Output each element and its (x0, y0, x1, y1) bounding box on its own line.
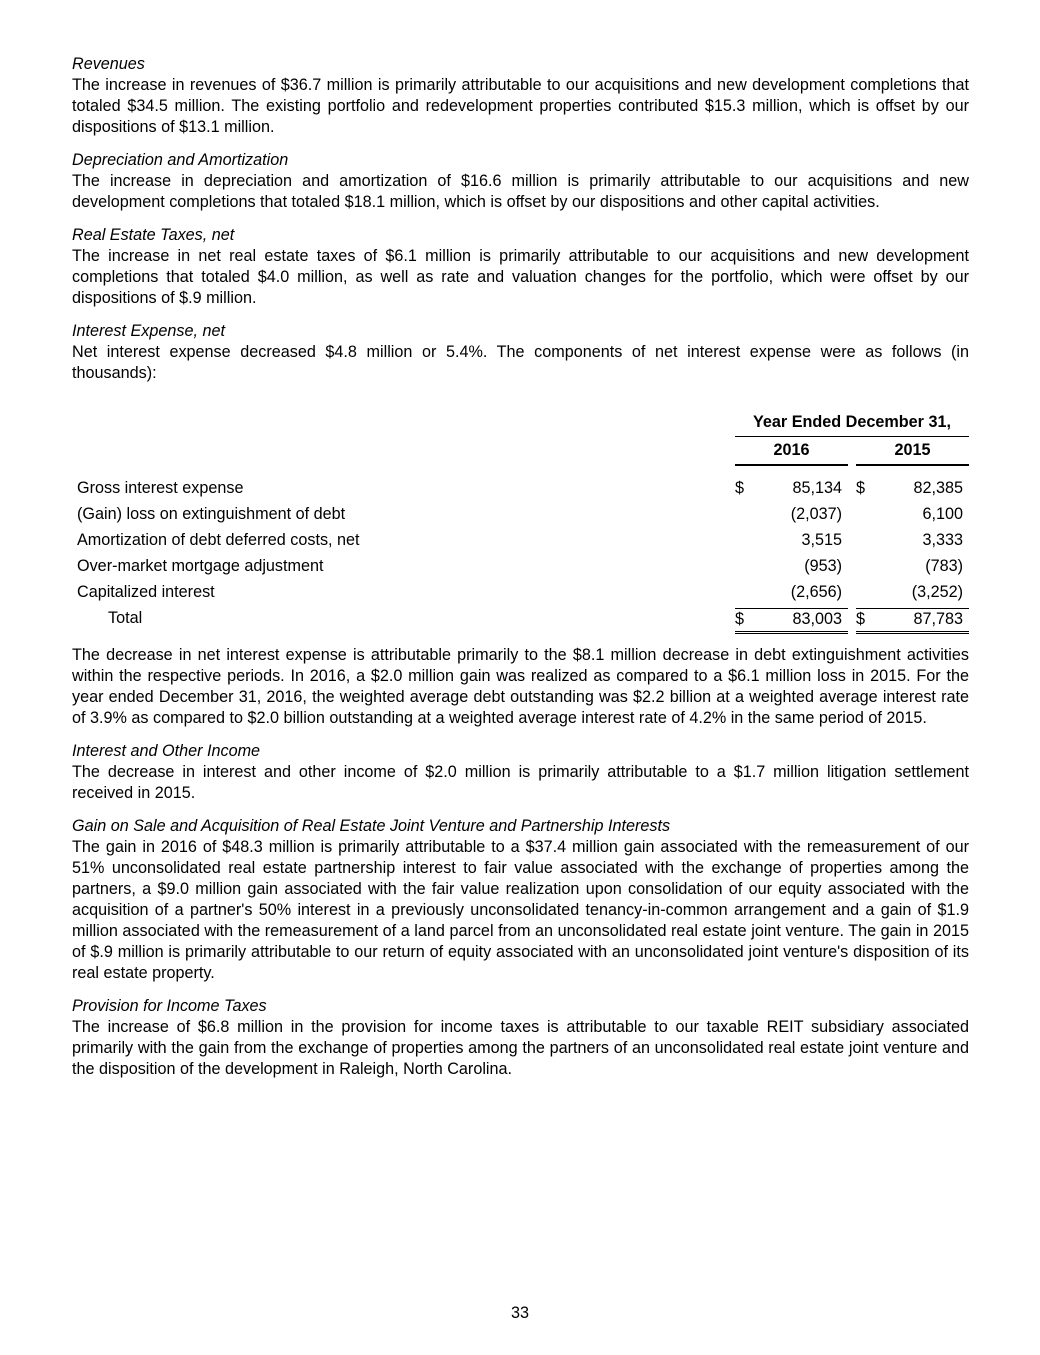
cell-value: 87,783 (913, 610, 963, 628)
section-real-estate-taxes (72, 225, 969, 309)
section-revenues (72, 54, 969, 138)
table-row (72, 582, 969, 606)
table-row (72, 504, 969, 528)
row-label: Gross interest expense (77, 479, 244, 497)
cell-value: (2,037) (790, 505, 842, 523)
section-heading: Provision for Income Taxes (72, 997, 267, 1015)
section-paragraph: Net interest expense decreased $4.8 million or 5.4%. The components of net interest expense were as follows (in thousands): (72, 343, 969, 382)
currency-symbol: $ (735, 479, 745, 497)
cell-value: 3,515 (801, 531, 842, 549)
cell-value: (2,656) (790, 583, 842, 601)
section-paragraph: The decrease in interest and other income of $2.0 million is primarily attributable to a $1.7 million litigation settlement received in 2015. (72, 763, 969, 802)
section-heading: Revenues (72, 55, 145, 73)
table-row (72, 530, 969, 554)
cell-value: (3,252) (911, 583, 963, 601)
cell-value: (953) (804, 557, 842, 575)
currency-symbol: $ (856, 610, 866, 628)
section-heading: Depreciation and Amortization (72, 151, 289, 169)
total-label: Total (108, 609, 143, 627)
total-2016 (735, 608, 848, 634)
section-paragraph: The increase in depreciation and amortization of $16.6 million is primarily attributable to our acquisitions and new development completions that totaled $18.1 million, which is offset by our dispositions and other capital activities. (72, 172, 969, 211)
table-total-row (72, 608, 969, 632)
row-label: Capitalized interest (77, 583, 215, 601)
total-2015 (856, 608, 969, 634)
interest-expense-table (72, 408, 969, 633)
table-group-header: Year Ended December 31, (735, 412, 969, 437)
cell-value: (783) (925, 557, 963, 575)
row-label: Amortization of debt deferred costs, net (77, 531, 360, 549)
table-row (72, 556, 969, 580)
section-interest-expense (72, 321, 969, 384)
cell-value: 82,385 (913, 479, 963, 497)
section-interest-other-income (72, 741, 969, 804)
cell-value: 85,134 (792, 479, 842, 497)
section-heading: Real Estate Taxes, net (72, 226, 235, 244)
cell-value: 83,003 (792, 610, 842, 628)
section-heading: Interest and Other Income (72, 742, 261, 760)
row-label: (Gain) loss on extinguishment of debt (77, 505, 346, 523)
table-year-header-2015: 2015 (856, 440, 969, 466)
section-depreciation (72, 150, 969, 213)
section-income-taxes (72, 996, 969, 1080)
section-paragraph: The gain in 2016 of $48.3 million is primarily attributable to a $37.4 million gain associated with the remeasurement of our 51% unconsolidated real estate partnership interest to fair value associated with the exchange of properties among the partners, a $9.0 million gain associated with the fair value realization upon consolidation of our equity associated with the acquisition of a partner's 50% interest in a previously unconsolidated tenancy-in-common arrangement and a gain of $1.9 million associated with the remeasurement of a land parcel from an unconsolidated real estate joint venture. The gain in 2015 of $.9 million is primarily attributable to our return of equity associated with an unconsolidated joint venture's disposition of its real estate property. (72, 838, 969, 982)
section-gain-on-sale (72, 816, 969, 984)
document-page (72, 54, 969, 1092)
row-label: Over-market mortgage adjustment (77, 557, 324, 575)
page-number: 33 (510, 1304, 529, 1322)
section-paragraph: The increase in net real estate taxes of $6.1 million is primarily attributable to our acquisitions and new development completions that totaled $4.0 million, as well as rate and valuation changes for the portfolio, which were offset by our dispositions of $.9 million. (72, 247, 969, 307)
section-interest-expense-discussion (72, 645, 969, 729)
currency-symbol: $ (735, 610, 745, 628)
section-heading: Interest Expense, net (72, 322, 225, 340)
table-year-header-2016: 2016 (735, 440, 848, 466)
cell-value: 3,333 (922, 531, 963, 549)
currency-symbol: $ (856, 479, 866, 497)
section-paragraph: The decrease in net interest expense is attributable primarily to the $8.1 million decrease in debt extinguishment activities within the respective periods. In 2016, a $2.0 million gain was realized as compared to a $6.1 million loss in 2015. For the year ended December 31, 2016, the weighted average debt outstanding was $2.2 billion at a weighted average interest rate of 3.9% as compared to $2.0 billion outstanding at a weighted average interest rate of 4.2% in the same period of 2015. (72, 646, 969, 727)
section-heading: Gain on Sale and Acquisition of Real Estate Joint Venture and Partnership Interests (72, 817, 671, 835)
section-paragraph: The increase in revenues of $36.7 million is primarily attributable to our acquisitions and new development completions that totaled $34.5 million. The existing portfolio and redevelopment properties contributed $15.3 million, which is offset by our dispositions of $13.1 million. (72, 76, 969, 136)
table-row (72, 478, 969, 502)
section-paragraph: The increase of $6.8 million in the provision for income taxes is attributable to our taxable REIT subsidiary associated primarily with the gain from the exchange of properties among the partners of an unconsolidated real estate joint venture and the disposition of the development in Raleigh, North Carolina. (72, 1018, 969, 1078)
cell-value: 6,100 (922, 505, 963, 523)
